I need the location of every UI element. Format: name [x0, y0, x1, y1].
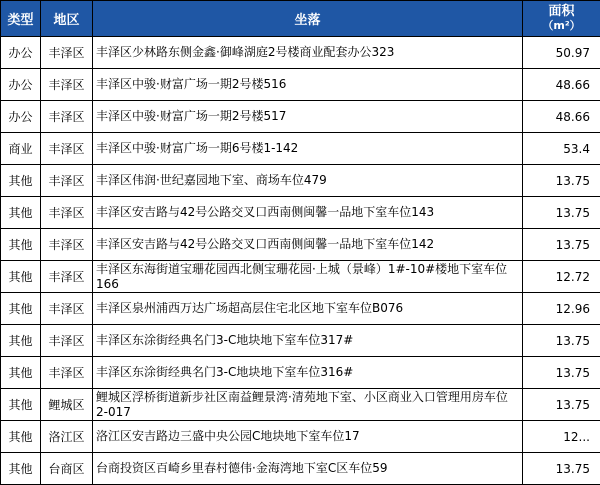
- address-header: 坐落: [93, 1, 523, 37]
- area-header-label: 面积: [548, 4, 574, 19]
- district-cell: 丰泽区: [41, 293, 93, 325]
- type-cell: 其他: [1, 229, 41, 261]
- table-row: [1, 133, 600, 165]
- district-header: 地区: [41, 1, 93, 37]
- table-row: [1, 101, 600, 133]
- district-cell: 丰泽区: [41, 101, 93, 133]
- district-cell: 丰泽区: [41, 197, 93, 229]
- district-cell: 丰泽区: [41, 37, 93, 69]
- type-cell: 商业: [1, 133, 41, 165]
- table-row: [1, 229, 600, 261]
- address-cell: 丰泽区中骏·财富广场一期2号楼516: [93, 69, 523, 101]
- header-row: [1, 1, 600, 37]
- area-cell: 48.66: [523, 69, 600, 101]
- area-header: [523, 1, 600, 37]
- table-row: [1, 293, 600, 325]
- type-cell: 其他: [1, 389, 41, 421]
- type-cell: 其他: [1, 197, 41, 229]
- table-row: [1, 197, 600, 229]
- type-cell: 办公: [1, 101, 41, 133]
- area-cell: 53.4: [523, 133, 600, 165]
- table-row: [1, 325, 600, 357]
- address-cell: 丰泽区少林路东侧金鑫·御峰湖庭2号楼商业配套办公323: [93, 37, 523, 69]
- type-cell: 其他: [1, 357, 41, 389]
- address-cell: 台商投资区百崎乡里春村德伟·金海湾地下室C区车位59: [93, 453, 523, 485]
- district-cell: 丰泽区: [41, 261, 93, 293]
- district-cell: 台商区: [41, 453, 93, 485]
- address-cell: 丰泽区东涂街经典名门3-C地块地下室车位317#: [93, 325, 523, 357]
- area-cell: 13.75: [523, 453, 600, 485]
- district-cell: 丰泽区: [41, 325, 93, 357]
- district-cell: 鲤城区: [41, 389, 93, 421]
- type-cell: 其他: [1, 453, 41, 485]
- table-row: [1, 261, 600, 293]
- address-cell: 洛江区安吉路边三盛中央公园C地块地下室车位17: [93, 421, 523, 453]
- area-cell: 13.75: [523, 389, 600, 421]
- address-cell: 鲤城区浮桥街道新步社区南益鲤景湾·清苑地下室、小区商业入口管理用房车位2-017: [93, 389, 523, 421]
- address-cell: 丰泽区伟润·世纪嘉园地下室、商场车位479: [93, 165, 523, 197]
- area-cell: 50.97: [523, 37, 600, 69]
- type-header: 类型: [1, 1, 41, 37]
- area-cell: 12...: [523, 421, 600, 453]
- district-cell: 丰泽区: [41, 357, 93, 389]
- table-row: [1, 389, 600, 421]
- address-cell: 丰泽区安吉路与42号公路交叉口西南侧闽馨一品地下室车位142: [93, 229, 523, 261]
- type-cell: 其他: [1, 165, 41, 197]
- address-cell: 丰泽区东海街道宝珊花园西北侧宝珊花园·上城（景峰）1#-10#楼地下室车位166: [93, 261, 523, 293]
- table-row: [1, 357, 600, 389]
- area-cell: 13.75: [523, 229, 600, 261]
- table-row: [1, 69, 600, 101]
- address-cell: 丰泽区泉州浦西万达广场超高层住宅北区地下室车位B076: [93, 293, 523, 325]
- table-row: [1, 37, 600, 69]
- address-cell: 丰泽区中骏·财富广场一期6号楼1-142: [93, 133, 523, 165]
- district-cell: 丰泽区: [41, 229, 93, 261]
- table-row: [1, 165, 600, 197]
- area-cell: 13.75: [523, 197, 600, 229]
- address-cell: 丰泽区中骏·财富广场一期2号楼517: [93, 101, 523, 133]
- address-cell: 丰泽区安吉路与42号公路交叉口西南侧闽馨一品地下室车位143: [93, 197, 523, 229]
- district-cell: 丰泽区: [41, 69, 93, 101]
- type-cell: 办公: [1, 69, 41, 101]
- area-cell: 13.75: [523, 325, 600, 357]
- type-cell: 办公: [1, 37, 41, 69]
- district-cell: 丰泽区: [41, 165, 93, 197]
- table-row: [1, 421, 600, 453]
- type-cell: 其他: [1, 293, 41, 325]
- district-cell: 洛江区: [41, 421, 93, 453]
- area-cell: 13.75: [523, 357, 600, 389]
- area-cell: 48.66: [523, 101, 600, 133]
- table-row: [1, 453, 600, 485]
- area-cell: 12.96: [523, 293, 600, 325]
- type-cell: 其他: [1, 325, 41, 357]
- type-cell: 其他: [1, 421, 41, 453]
- area-cell: 13.75: [523, 165, 600, 197]
- type-cell: 其他: [1, 261, 41, 293]
- area-unit: （m²）: [542, 19, 580, 32]
- address-cell: 丰泽区东涂街经典名门3-C地块地下室车位316#: [93, 357, 523, 389]
- district-cell: 丰泽区: [41, 133, 93, 165]
- area-cell: 12.72: [523, 261, 600, 293]
